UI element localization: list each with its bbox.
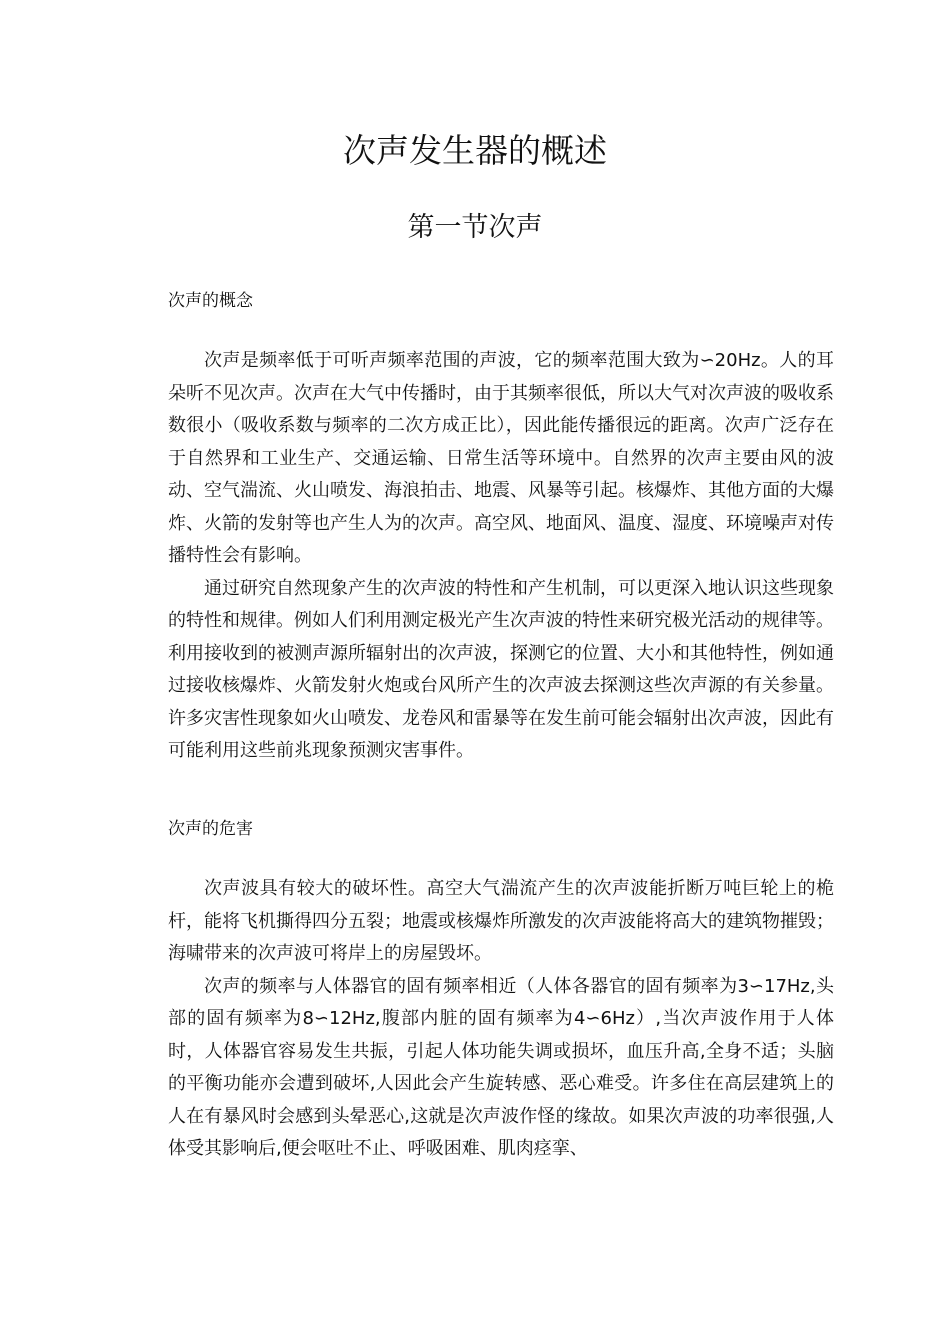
concept-paragraph-2: 通过研究自然现象产生的次声波的特性和产生机制，可以更深入地认识这些现象的特性和规律。例如人们利用测定极光产生次声波的特性来研究极光活动的规律等。利用接收到的被测声源所辐射出的次声波，探测它的位置、大小和其他特性，例如通过接收核爆炸、火箭发射火炮或台风所产生的次声波去探测这些次声源的有关参量。许多灾害性现象如火山喷发、龙卷风和雷暴等在发生前可能会辐射出次声波，因此有可能利用这些前兆现象预测灾害事件。 xyxy=(168,577,834,761)
harm-paragraph-1: 次声波具有较大的破坏性。高空大气湍流产生的次声波能折断万吨巨轮上的桅杆，能将飞机撕得四分五裂；地震或核爆炸所激发的次声波能将高大的建筑物摧毁；海啸带来的次声波可将岸上的房屋毁坏。 xyxy=(168,878,834,964)
section-title: 第一节次声 xyxy=(407,212,543,243)
concept-body xyxy=(168,345,834,768)
concept-heading: 次声的概念 xyxy=(168,291,253,311)
harm-body xyxy=(168,873,834,1166)
document-title: 次声发生器的概述 xyxy=(343,131,607,170)
harm-paragraph-2: 次声的频率与人体器官的固有频率相近（人体各器官的固有频率为3∽17Hz,头部的固有频率为8∽12Hz,腹部内脏的固有频率为4∽6Hz）,当次声波作用于人体时，人体器官容易发生共振，引起人体功能失调或损坏，血压升高,全身不适；头脑的平衡功能亦会遭到破坏,人因此会产生旋转感、恶心难受。许多住在高层建筑上的人在有暴风时会感到头晕恶心,这就是次声波作怪的缘故。如果次声波的功率很强,人体受其影响后,便会呕吐不止、呼吸困难、肌肉痉挛、 xyxy=(168,975,834,1159)
harm-heading: 次声的危害 xyxy=(168,819,253,839)
concept-paragraph-1: 次声是频率低于可听声频率范围的声波，它的频率范围大致为∽20Hz。人的耳朵听不见次声。次声在大气中传播时，由于其频率很低，所以大气对次声波的吸收系数很小（吸收系数与频率的二次方成正比），因此能传播很远的距离。次声广泛存在于自然界和工业生产、交通运输、日常生活等环境中。自然界的次声主要由风的波动、空气湍流、火山喷发、海浪拍击、地震、风暴等引起。核爆炸、其他方面的大爆炸、火箭的发射等也产生人为的次声。高空风、地面风、温度、湿度、环境噪声对传播特性会有影响。 xyxy=(168,350,834,566)
